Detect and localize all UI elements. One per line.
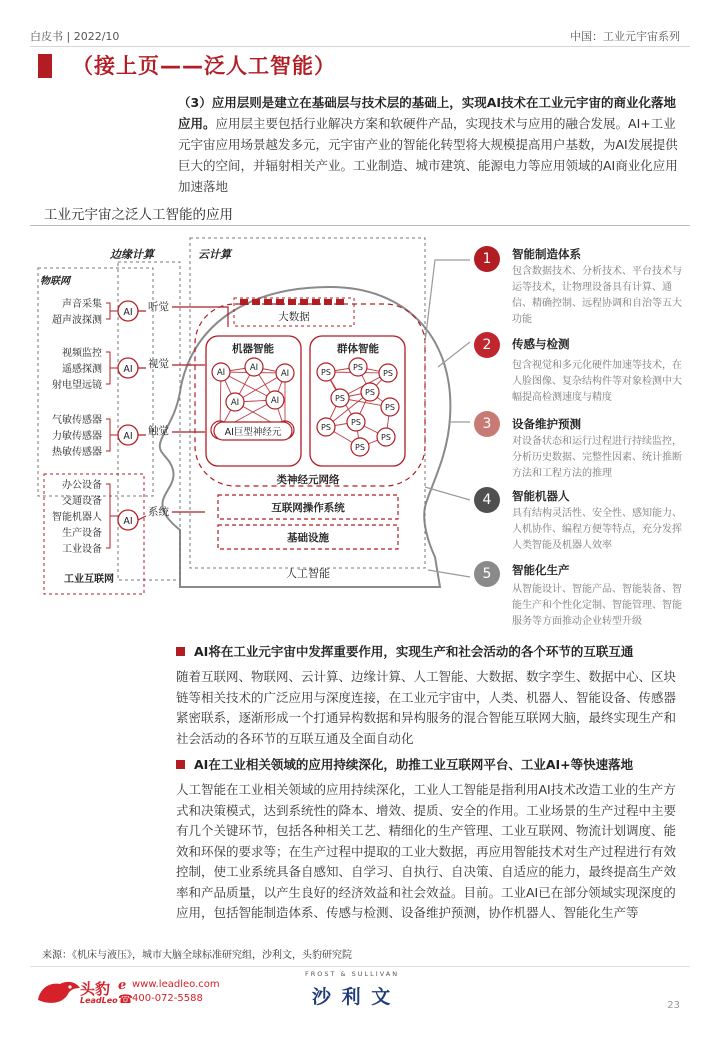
- sensor-label: 智能机器人: [52, 512, 102, 523]
- iot-label: 物联网: [40, 276, 70, 287]
- logo-en: LeadLeo: [80, 996, 118, 1005]
- ai-caption: 人工智能: [286, 567, 330, 580]
- bullet-marker: [176, 647, 185, 656]
- footer-divider: [30, 966, 690, 967]
- ps-node-label: PS: [381, 433, 391, 442]
- ai-node-label: AI: [249, 363, 259, 373]
- sensor-label: 遥感探测: [62, 364, 102, 375]
- ai-node-label: AI: [270, 396, 280, 406]
- sensor-label: 工业设备: [62, 544, 102, 555]
- header-left: 白皮书 | 2022/10: [30, 30, 120, 43]
- ps-node-label: PS: [321, 423, 331, 432]
- sidebar-item-title: 设备维护预测: [512, 417, 581, 431]
- ps-node-label: PS: [335, 394, 345, 403]
- page-number: 23: [667, 1000, 680, 1011]
- sense-label: 视觉: [148, 358, 169, 370]
- leadleo-logo-icon: [34, 976, 84, 1008]
- ai-node-label: AI: [216, 368, 226, 378]
- bullet-title: AI将在工业元宇宙中发挥重要作用，实现生产和社会活动的各个环节的互联互通: [194, 644, 634, 659]
- big-data-blocks: [240, 299, 344, 305]
- bullet-paragraph: 随着互联网、物联网、云计算、边缘计算、人工智能、大数据、数字孪生、数据中心、区块链等相关技术的广泛应用与深度连接，在工业元宇宙中，人类、机器人、智能设备、传感器紧密联系，逐渐形成一个打通异构数据和异构服务的混合智能互联网大脑，最终实现生产和社会活动的各环节的互联互通及全面自动化: [176, 669, 677, 746]
- sidebar-item-title: 智能制造体系: [512, 247, 581, 261]
- machine-intelligence-label: 机器智能: [232, 343, 274, 355]
- bullet-paragraph: 人工智能在工业相关领域的应用持续深化，工业人工智能是指利用AI技术改造工业的生产方式和决策模式，达到系统性的降本、增效、提质、安全的作用。工业场景的生产过程中主要有几个关键环节，包括各种相关工艺、精细化的生产管理、工业互联网、物流计划调度、能效和环保的要求等；在生产过程中提取的工业大数据，再应用智能技术对生产过程进行有效控制，使工业系统具备自感知、自学习、自执行、自决策、自适应的能力，最终提高生产效率和产品质量，以产生良好的经济效益和社会效益。目前。工业AI已在部分领域实现深度的应用，包括智能制造体系、传感与检测、设备维护预测，协作机器人、智能化生产等: [176, 782, 677, 920]
- sensor-label: 超声波探测: [52, 315, 102, 326]
- sidebar-item-text: 具有结构灵活性、安全性、感知能力、人机协作、编程方便等特点，充分发挥人类智能及机器人效率: [512, 508, 682, 551]
- ai-node-label: AI: [123, 364, 133, 375]
- source-note: 来源：《机床与液压》，城市大脑全球标准研究组，沙利文，头豹研究院: [42, 950, 352, 961]
- partner-english: FROST & SULLIVAN: [305, 970, 400, 978]
- ai-node-label: AI: [123, 307, 133, 318]
- sidebar-item-text: 从智能设计、智能产品、智能装备、智能生产和个性化定制、智能管理、智能服务等方面推动企业转型升级: [512, 584, 682, 627]
- logo-cn: 头豹: [80, 980, 111, 998]
- big-data-label: 大数据: [278, 311, 310, 323]
- sensor-label: 力敏传感器: [52, 431, 102, 442]
- sidebar-item-text: 包含视觉和多元化硬件加速等技术，在人脸图像、复杂结构件等对象检测中大幅提高检测速度与精度: [512, 360, 682, 403]
- edge-computing-label: 边缘计算: [110, 248, 154, 261]
- partner-logo: 沙 利 文: [312, 986, 393, 1008]
- giant-neuron-label: AI巨型神经元: [224, 427, 282, 438]
- bullet-marker: [176, 760, 185, 769]
- website-link[interactable]: www.leadleo.com: [132, 979, 220, 990]
- number-badge: 1: [474, 246, 500, 272]
- neuron-network-label: 类神经元网络: [276, 474, 340, 486]
- section-divider: [30, 225, 690, 226]
- sense-label: 系统: [148, 506, 169, 518]
- number-badge: 3: [474, 411, 500, 437]
- section-title: 工业元宇宙之泛人工智能的应用: [44, 207, 233, 223]
- intro-paragraph: [178, 92, 688, 197]
- sensor-label: 视频监控: [62, 348, 102, 359]
- intro-body: 应用层主要包括行业解决方案和软硬件产品，实现技术与应用的融合发展。AI+工业元宇宙应用场景越发多元，元宇宙产业的智能化转型将大规模提高用户基数，为AI发展提供巨大的空间，并辐射相关产业。工业制造、城市建筑、能源电力等应用领域的AI商业化应用加速落地: [178, 116, 678, 194]
- sensor-label: 声音采集: [62, 299, 102, 310]
- title-marker: [38, 54, 52, 78]
- os-layer-label: 互联网操作系统: [271, 502, 345, 514]
- sidebar-item-text: 对设备状态和运行过程进行持续监控，分析历史数据、完整性因素、统计推断方法和工程方法的推理: [512, 436, 682, 479]
- sense-label: 触觉: [148, 425, 169, 437]
- infra-layer-label: 基础设施: [287, 532, 329, 544]
- cloud-computing-label: 云计算: [198, 248, 231, 261]
- header-right: 中国：工业元宇宙系列: [570, 30, 680, 43]
- sense-label: 听觉: [148, 301, 169, 313]
- sidebar-item-title: 传感与检测: [512, 337, 570, 351]
- header-divider: [30, 46, 690, 47]
- sensor-label: 生产设备: [62, 528, 102, 539]
- ai-node-label: AI: [230, 398, 240, 408]
- sensor-label: 射电望远镜: [52, 380, 102, 391]
- ps-node-label: PS: [385, 403, 395, 412]
- bullet-title: AI在工业相关领域的应用持续深化，助推工业互联网平台、工业AI+等快速落地: [194, 757, 634, 772]
- sidebar-item-title: 智能化生产: [512, 563, 570, 577]
- phone-icon: ☎: [118, 992, 133, 1006]
- intro-lead: （3）应用层则是建立在基础层与技术层的基础上，实现AI技术在工业元宇宙的商业化落地应用。: [178, 95, 677, 131]
- sensor-label: 热敏传感器: [52, 447, 102, 458]
- number-badge: 4: [474, 487, 500, 513]
- ai-node-label: AI: [280, 369, 290, 379]
- industrial-internet-label: 工业互联网: [64, 574, 114, 585]
- ps-node-label: PS: [365, 388, 375, 397]
- page-title: （接上页——泛人工智能）: [72, 54, 336, 78]
- ps-node-label: PS: [353, 363, 363, 372]
- number-badge: 5: [474, 561, 500, 587]
- sensor-label: 办公设备: [62, 480, 102, 491]
- number-badge: 2: [474, 332, 500, 358]
- ps-node-label: PS: [355, 443, 365, 452]
- ps-node-label: PS: [351, 418, 361, 427]
- sensor-label: 交通设备: [62, 496, 102, 507]
- phone-number: 400-072-5588: [132, 993, 203, 1004]
- ai-application-diagram: [30, 232, 470, 602]
- ai-node-label: AI: [123, 431, 133, 442]
- ps-node-label: PS: [383, 369, 393, 378]
- sensor-label: 气敏传感器: [52, 415, 102, 426]
- sidebar-item-title: 智能机器人: [512, 489, 570, 503]
- globe-icon: ℯ: [118, 978, 127, 993]
- sidebar-connectors: [425, 260, 470, 577]
- ps-node-label: PS: [321, 368, 331, 377]
- sidebar-item-text: 包含数据技术、分析技术、平台技术与运等技术，让物理设备具有计算、通信、精确控制、远程协调和自治等五大功能: [512, 266, 682, 325]
- ai-node-label: AI: [123, 516, 133, 527]
- group-intelligence-label: 群体智能: [337, 343, 379, 355]
